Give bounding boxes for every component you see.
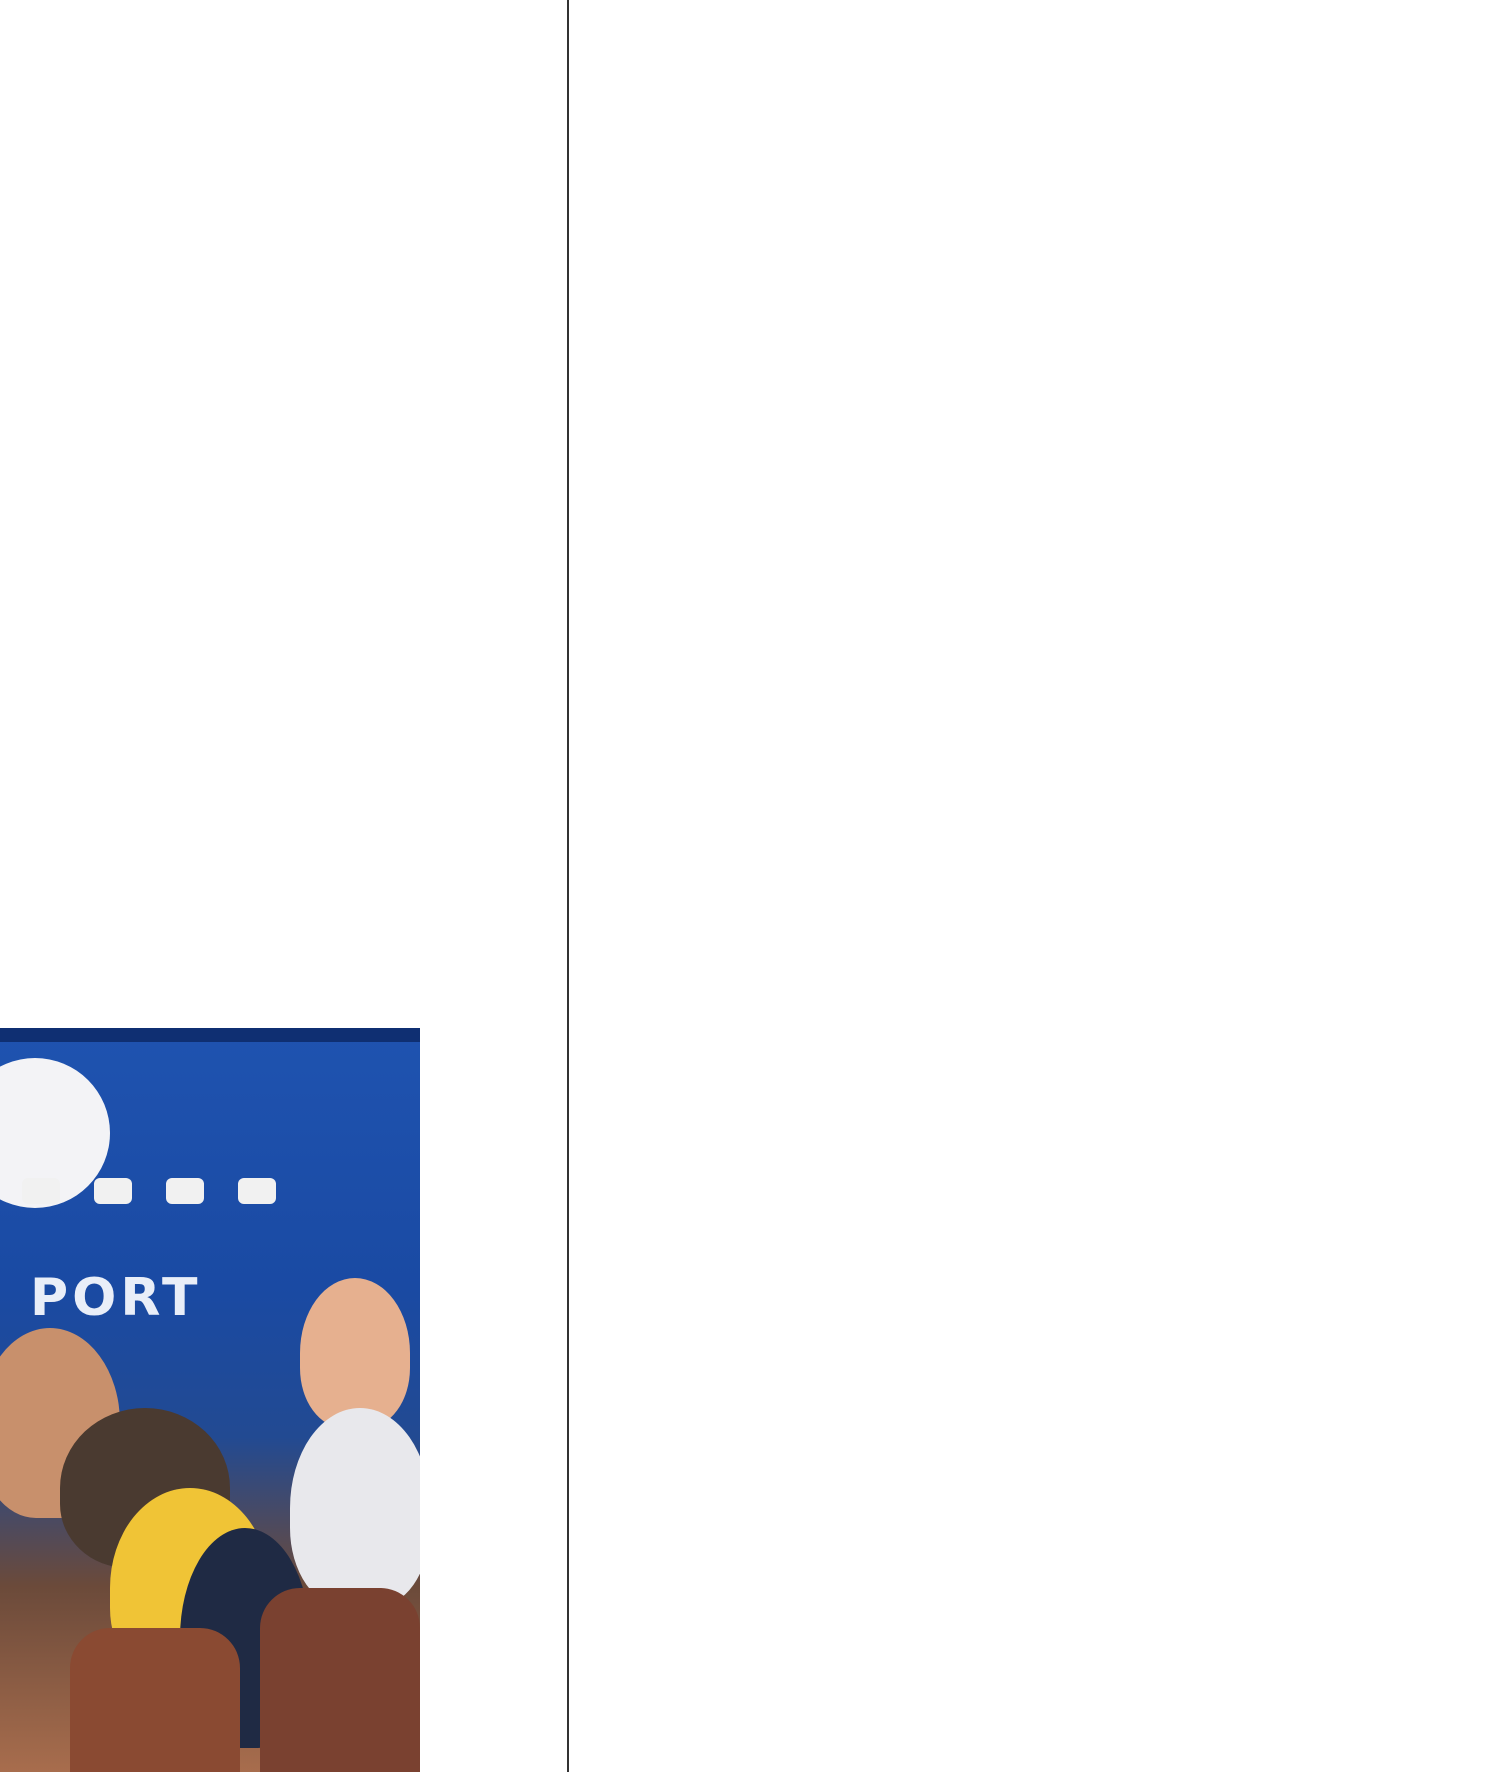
truck-icon	[238, 1178, 276, 1204]
photo-icon-row	[22, 1178, 310, 1208]
person-figure	[290, 1408, 420, 1608]
truck-icon	[94, 1178, 132, 1204]
chair	[260, 1588, 420, 1772]
photo-top-band	[0, 1028, 420, 1042]
chair	[70, 1628, 240, 1772]
news-photo	[0, 1028, 420, 1772]
truck-icon	[166, 1178, 204, 1204]
photo-banner-text: PORT	[30, 1268, 202, 1328]
column-divider	[567, 0, 569, 1772]
person-figure	[300, 1278, 410, 1428]
truck-icon	[22, 1178, 60, 1204]
